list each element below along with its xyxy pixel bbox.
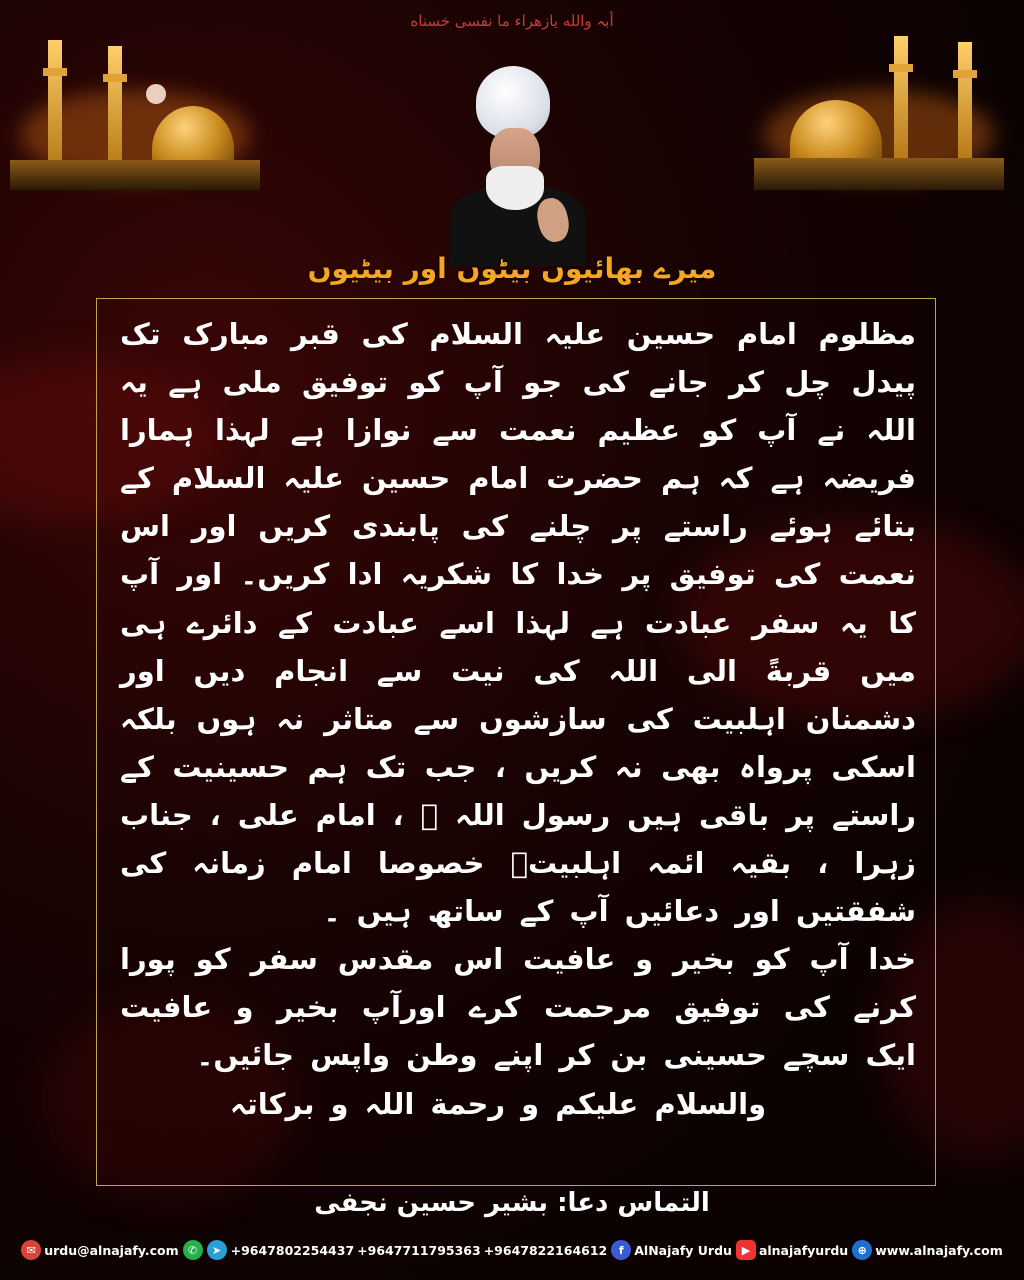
page-title: میرے بھائیوں بیٹوں اور بیٹیوں — [307, 252, 717, 285]
message-body — [120, 310, 916, 1128]
facebook-icon: f — [611, 1240, 631, 1260]
telegram-icon[interactable]: ➤ — [207, 1240, 227, 1260]
globe-icon: ⊕ — [852, 1240, 872, 1260]
footer-email[interactable]: ✉ urdu@alnajafy.com — [21, 1240, 178, 1260]
footer-facebook[interactable]: f AlNajafy Urdu — [611, 1240, 732, 1260]
message-paragraph: خدا آپ کو بخیر و عافیت اس مقدس سفر کو پورا کرنے کی توفیق مرحمت کرے اورآپ بخیر و عافیت ایک سچے حسینی بن کر اپنے وطن واپس جائیں۔ — [120, 942, 916, 1073]
shrine-image-left — [10, 30, 260, 190]
footer-youtube[interactable]: ▶ alnajafyurdu — [736, 1240, 848, 1260]
youtube-icon: ▶ — [736, 1240, 756, 1260]
shrine-image-right — [754, 30, 1004, 190]
moon — [146, 84, 166, 104]
scholar-portrait — [446, 66, 586, 266]
top-calligraphy-caption: أبہ والله یازهراء ما نفسی خسناه — [410, 12, 614, 30]
signature: التماس دعا: بشیر حسین نجفی — [314, 1188, 710, 1218]
mail-icon: ✉ — [21, 1240, 41, 1260]
footer-website[interactable]: ⊕ www.alnajafy.com — [852, 1240, 1003, 1260]
message-paragraph: مظلوم امام حسین علیہ السلام کی قبر مبارک تک پیدل چل کر جانے کی جو آپ کو توفیق ملی ہے یہ اللہ نے آپ کو عظیم نعمت سے نوازا ہے لہذا ہمارا فریضہ ہے کہ ہم حضرت امام حسین علیہ السلام کے بتائے ہوئے راستے پر چلنے کی پابندی کریں اور اس نعمت کی توفیق پر خدا کا شکریہ ادا کریں۔ اور آپ کا یہ سفر عبادت ہے لہذا اسے عبادت کے دائرے ہی میں قربةً الی اللہ کی نیت سے انجام دیں اور دشمنان اہلبیت کی سازشوں سے متاثر نہ ہوں بلکہ اسکی پرواہ بھی نہ کریں ، جب تک ہم حسینیت کے راستے پر باقی ہیں رسول اللہ ﷺ ، امام علی ، جناب زہرا ، بقیہ ائمہ اہلبیتؑ خصوصا امام زمانہ کی شفقتیں اور دعائیں آپ کے ساتھ ہیں ۔ — [120, 317, 916, 929]
closing-salutation: والسلام علیکم و رحمة اللہ و برکاتہ — [229, 1086, 767, 1121]
footer-phones[interactable]: +9647802254437 +9647711795363 +9647822164612 — [230, 1242, 608, 1258]
whatsapp-icon[interactable]: ✆ — [183, 1240, 203, 1260]
contact-footer — [0, 1232, 1024, 1268]
